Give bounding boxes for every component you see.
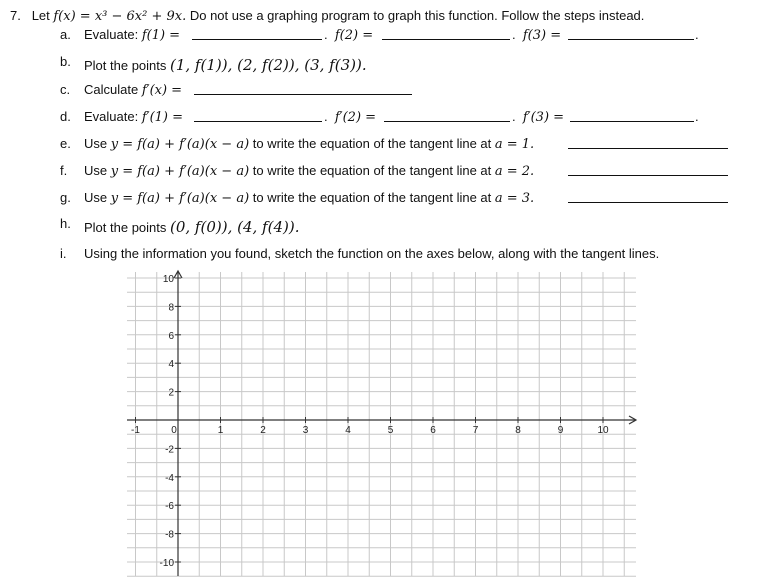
- x-tick-label: 1: [217, 425, 224, 436]
- intro-function: f(x) = x³ − 6x² + 9x.: [53, 9, 187, 24]
- part-label: a.: [60, 27, 71, 42]
- y-tick-label: -8: [165, 529, 174, 541]
- x-tick-label: 9: [557, 425, 564, 436]
- intro-prefix: Let: [31, 8, 54, 23]
- x-tick-label: 0: [171, 425, 177, 436]
- x-tick-label: 10: [597, 425, 609, 436]
- y-tick-label: -2: [165, 444, 174, 456]
- x-tick-label: 6: [430, 425, 436, 436]
- y-tick-label: -4: [165, 472, 174, 484]
- y-tick-label: -6: [165, 501, 174, 513]
- axes: [127, 271, 636, 576]
- y-tick-label: 2: [168, 387, 174, 399]
- x-tick-label: 3: [302, 425, 309, 436]
- intro-suffix: Do not use a graphing program to graph this function. Follow the steps instead.: [186, 8, 645, 23]
- y-tick-label: 8: [168, 302, 174, 314]
- tick-labels: [131, 274, 609, 569]
- x-tick-label: -1: [131, 425, 140, 436]
- y-tick-label: -10: [159, 558, 174, 569]
- y-tick-label: 6: [168, 330, 174, 342]
- x-tick-label: 7: [472, 425, 479, 436]
- x-tick-label: 4: [345, 425, 351, 436]
- x-tick-label: 5: [387, 425, 394, 436]
- y-tick-label: 4: [168, 359, 174, 371]
- problem-number: 7.: [10, 8, 21, 23]
- x-tick-label: 2: [260, 425, 266, 436]
- y-tick-label: 10: [162, 274, 174, 285]
- x-tick-label: 8: [515, 425, 521, 436]
